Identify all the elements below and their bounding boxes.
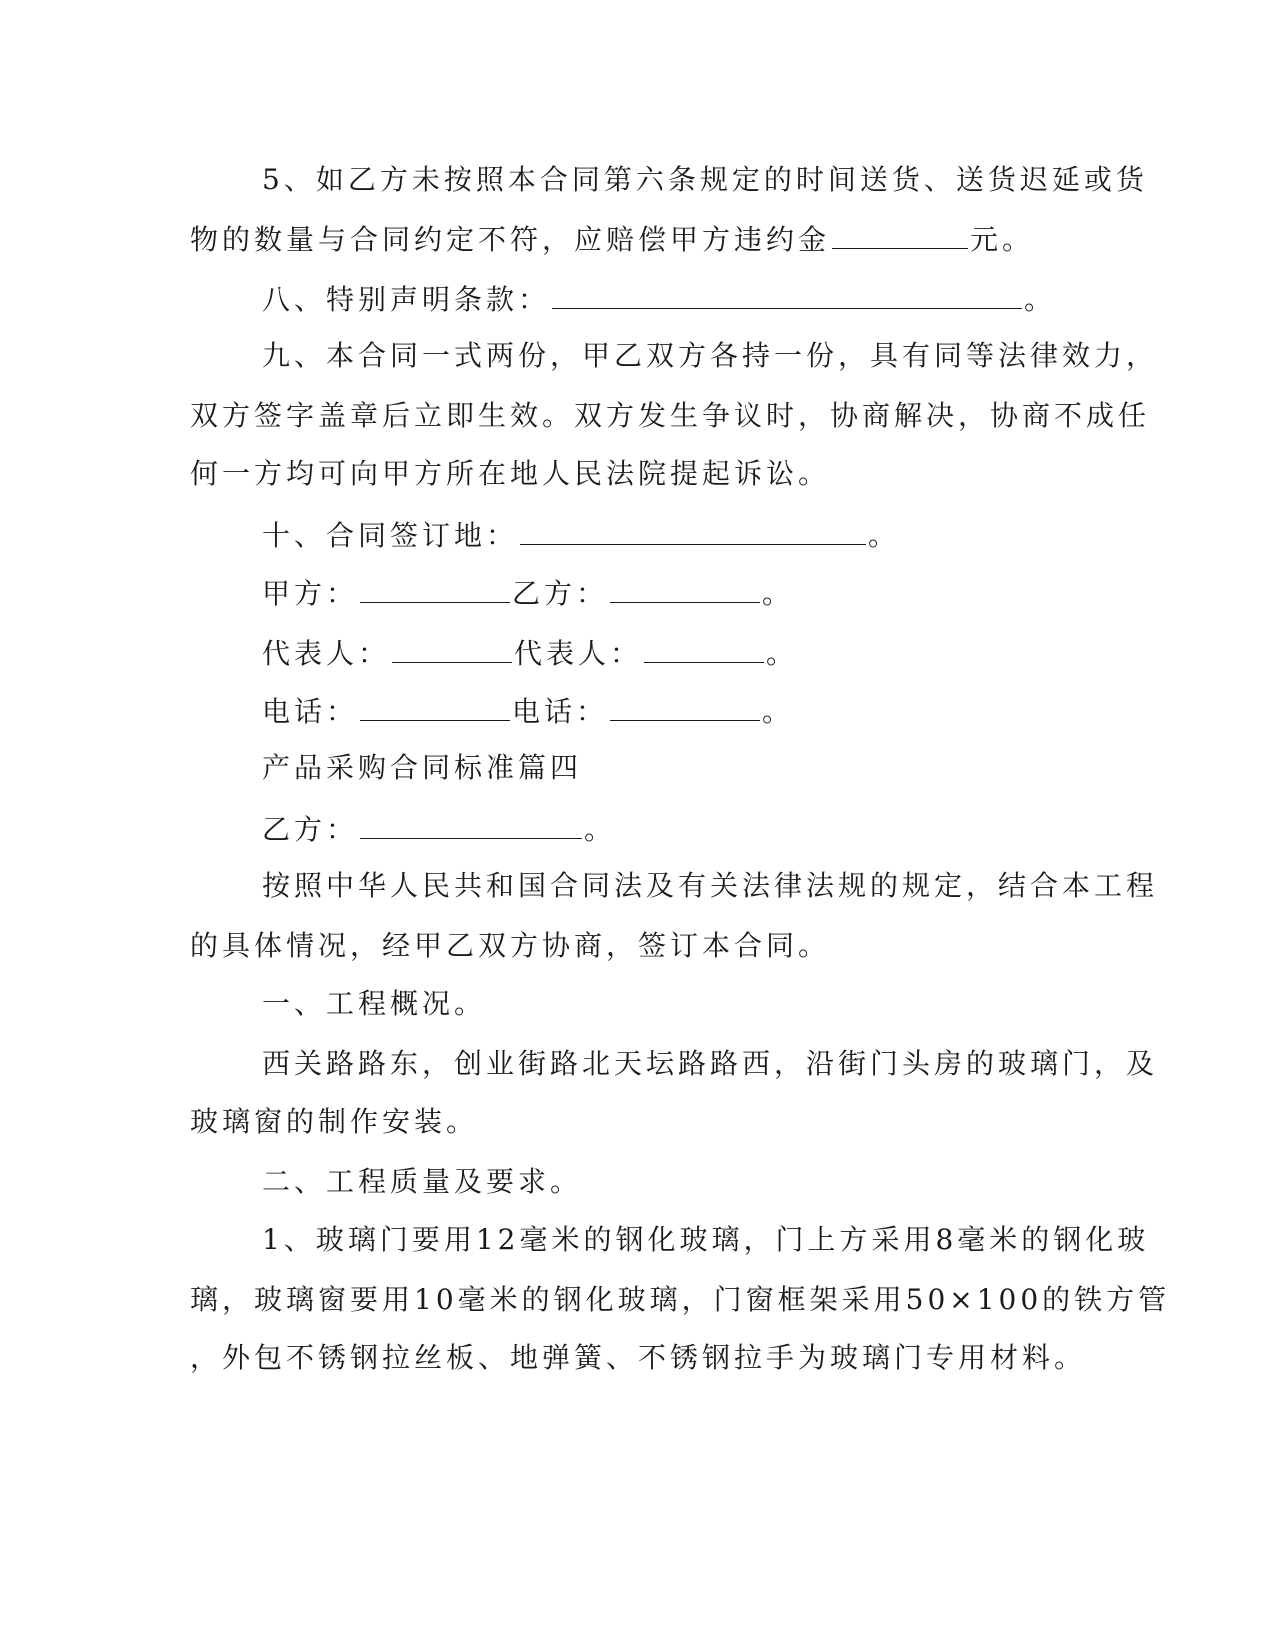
text-line xyxy=(262,1220,1149,1260)
text-span: 。 xyxy=(762,577,795,610)
text-span: 九、本合同一式两份，甲乙双方各持一份，具有同等法律效力， xyxy=(262,339,1159,372)
fill-blank xyxy=(360,572,510,603)
text-line xyxy=(262,632,798,672)
fill-blank xyxy=(552,278,1022,309)
text-span: 代表人： xyxy=(262,637,391,670)
text-line xyxy=(262,1044,1158,1084)
text-line xyxy=(262,514,900,554)
text-line xyxy=(262,808,616,848)
text-span: 。 xyxy=(762,695,795,728)
text-span: 一、工程概况。 xyxy=(262,987,487,1020)
fill-blank xyxy=(360,690,510,721)
text-span: 何一方均可向甲方所在地人民法院提起诉讼。 xyxy=(190,457,831,490)
text-span: 十、合同签订地： xyxy=(262,519,519,552)
text-line xyxy=(190,1338,1086,1378)
text-span: 5、如乙方未按照本合同第六条规定的时间送货、送货迟延或货 xyxy=(262,163,1148,196)
text-line xyxy=(262,278,1056,318)
text-span: 双方签字盖章后立即生效。双方发生争议时，协商解决，协商不成任 xyxy=(190,399,1151,432)
section-heading xyxy=(262,748,582,788)
fill-blank xyxy=(610,690,760,721)
text-line xyxy=(190,396,1150,436)
text-span: ，外包不锈钢拉丝板、地弹簧、不锈钢拉手为玻璃门专用材料。 xyxy=(190,1341,1087,1374)
text-line xyxy=(262,1162,582,1202)
text-span: 二、工程质量及要求。 xyxy=(262,1165,583,1198)
fill-blank xyxy=(392,632,512,663)
text-span: 物的数量与合同约定不符，应赔偿甲方违约金 xyxy=(190,223,831,256)
text-span: 玻璃窗的制作安装。 xyxy=(190,1105,479,1138)
text-line xyxy=(262,336,1158,376)
fill-blank xyxy=(832,218,968,249)
text-span: 元。 xyxy=(970,223,1035,256)
text-line xyxy=(190,1280,1170,1320)
fill-blank xyxy=(610,572,760,603)
text-line xyxy=(190,454,830,494)
text-span: 按照中华人民共和国合同法及有关法律法规的规定，结合本工程 xyxy=(262,869,1159,902)
text-span: 西关路路东，创业街路北天坛路路西，沿街门头房的玻璃门，及 xyxy=(262,1047,1159,1080)
text-span: 。 xyxy=(584,813,617,846)
text-span: 电话： xyxy=(512,695,609,728)
text-line xyxy=(190,926,830,966)
text-span: 产品采购合同标准篇四 xyxy=(262,751,583,784)
text-line xyxy=(262,690,794,730)
text-span: 八、特别声明条款： xyxy=(262,283,551,316)
text-span: 。 xyxy=(766,637,799,670)
text-line xyxy=(262,572,794,612)
text-span: 代表人： xyxy=(514,637,643,670)
text-line xyxy=(262,160,1148,200)
fill-blank xyxy=(360,808,582,839)
text-span: 甲方： xyxy=(262,577,359,610)
text-span: 乙方： xyxy=(512,577,609,610)
text-span: 1、玻璃门要用12毫米的钢化玻璃，门上方采用8毫米的钢化玻 xyxy=(262,1223,1150,1256)
text-line xyxy=(262,984,486,1024)
text-span: 电话： xyxy=(262,695,359,728)
fill-blank xyxy=(520,514,866,545)
text-span: 。 xyxy=(868,519,901,552)
text-line xyxy=(190,218,1034,258)
text-span: 。 xyxy=(1024,283,1057,316)
text-span: 璃，玻璃窗要用10毫米的钢化玻璃，门窗框架采用50×100的铁方管 xyxy=(190,1283,1171,1316)
text-span: 的具体情况，经甲乙双方协商，签订本合同。 xyxy=(190,929,831,962)
text-line xyxy=(190,1102,478,1142)
text-line xyxy=(262,866,1158,906)
fill-blank xyxy=(644,632,764,663)
text-span: 乙方： xyxy=(262,813,359,846)
